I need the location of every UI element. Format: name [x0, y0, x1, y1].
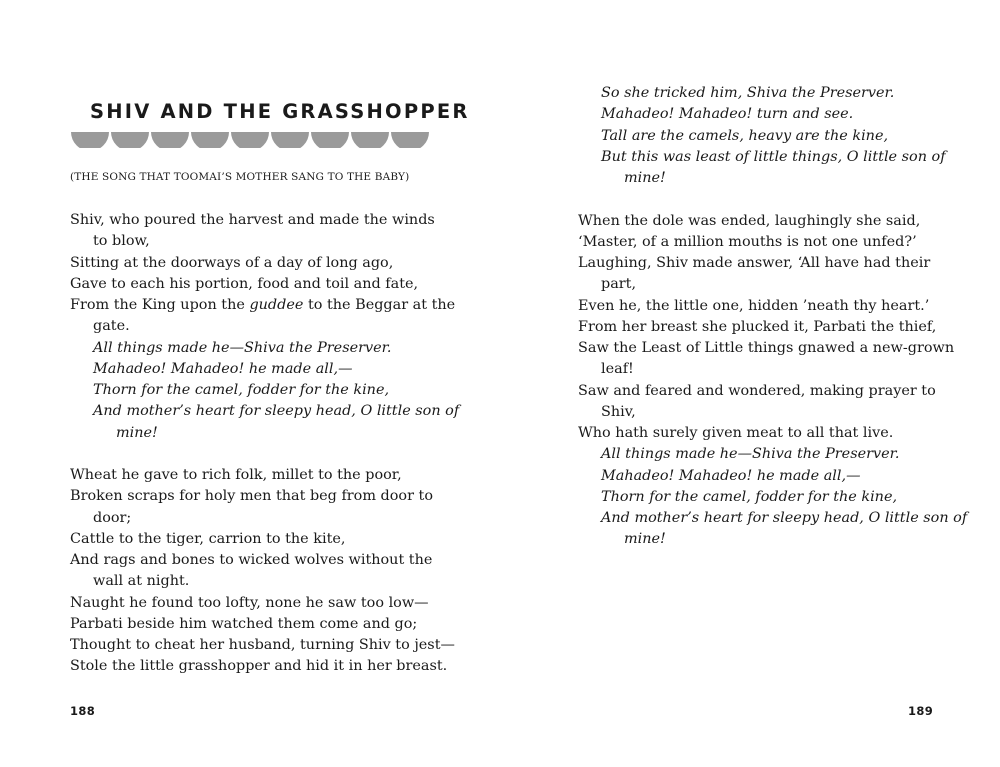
poem-line-text: gate.	[93, 318, 130, 335]
poem-line-text: mine!	[624, 531, 666, 548]
poem-line-text: Cattle to the tiger, carrion to the kite,	[70, 530, 346, 547]
page-number-left: 188	[70, 704, 96, 718]
poem-line	[70, 231, 495, 252]
poem-line-text: to the Beggar at the	[303, 297, 456, 313]
page-number-right: 189	[908, 704, 934, 718]
poem-line	[70, 571, 495, 592]
poem-line	[578, 168, 998, 189]
poem-line-text: Parbati beside him watched them come and go;	[70, 615, 418, 632]
poem-line	[578, 83, 998, 104]
poem-line-text: Who hath surely given meat to all that live.	[578, 425, 894, 441]
stanza-break	[578, 189, 998, 210]
poem-line	[578, 253, 998, 274]
scallop-shape	[311, 132, 349, 148]
poem-line-text: Laughing, Shiv made answer, ‘All have had their	[578, 255, 931, 271]
poem-line-text: Shiv, who poured the harvest and made the winds	[70, 212, 435, 228]
poem-line-text: Saw and feared and wondered, making prayer to	[578, 382, 936, 399]
poem-line-text: Sitting at the doorways of a day of long ago,	[70, 254, 394, 271]
poem-line	[578, 423, 998, 444]
poem-line-text: Saw the Least of Little things gnawed a new-grown	[578, 340, 955, 356]
poem-line	[70, 338, 495, 359]
chapter-title: SHIV AND THE GRASSHOPPER	[90, 100, 470, 123]
poem-line-text: Thorn for the camel, fodder for the kine,	[93, 382, 390, 398]
poem-line-text: door;	[93, 509, 132, 526]
poem-line	[578, 296, 998, 317]
poem-line-text: Thorn for the camel, fodder for the kine,	[601, 488, 898, 505]
poem-line	[578, 381, 998, 402]
poem-line	[70, 316, 495, 337]
scallop-shape	[71, 132, 109, 148]
poem-line	[70, 656, 495, 677]
poem-line	[70, 253, 495, 274]
poem-line	[70, 529, 495, 550]
poem-line	[578, 402, 998, 423]
poem-line-text: But this was least of little things, O little son of	[601, 148, 946, 165]
poem-line-text: And mother’s heart for sleepy head, O little son of	[601, 510, 968, 526]
poem-line	[70, 401, 495, 422]
poem-line-text: Tall are the camels, heavy are the kine,	[601, 127, 889, 144]
poem-text-right	[578, 83, 998, 551]
poem-line-text: to blow,	[93, 233, 150, 250]
scallop-shape	[231, 132, 269, 148]
poem-line	[578, 529, 998, 550]
poem-line-text: Mahadeo! Mahadeo! he made all,—	[93, 360, 353, 377]
poem-line-text: mine!	[116, 424, 158, 441]
poem-line	[578, 338, 998, 359]
poem-line-text: leaf!	[601, 361, 634, 378]
poem-line-text: wall at night.	[93, 573, 190, 590]
poem-line	[70, 635, 495, 656]
poem-line	[70, 465, 495, 486]
poem-line-text: Mahadeo! Mahadeo! he made all,—	[601, 467, 861, 484]
poem-line-text: And rags and bones to wicked wolves without the	[70, 552, 433, 568]
stanza-break	[70, 444, 495, 465]
poem-line-text: Mahadeo! Mahadeo! turn and see.	[601, 106, 854, 123]
poem-line-text: guddee	[249, 297, 304, 313]
poem-line-text: Stole the little grasshopper and hid it in her breast.	[70, 658, 448, 675]
poem-line-text: And mother’s heart for sleepy head, O little son of	[93, 403, 460, 420]
scallop-shape	[351, 132, 389, 148]
right-page	[500, 0, 1000, 767]
poem-line-text: Broken scraps for holy men that beg from door to	[70, 488, 433, 505]
poem-line	[70, 359, 495, 380]
poem-line	[70, 486, 495, 507]
poem-line-text: Gave to each his portion, food and toil and fate,	[70, 275, 419, 292]
poem-line	[70, 423, 495, 444]
poem-line	[578, 359, 998, 380]
poem-line-text: ‘Master, of a million mouths is not one unfed?’	[578, 233, 917, 250]
poem-line	[70, 508, 495, 529]
poem-line	[70, 550, 495, 571]
poem-line	[70, 614, 495, 635]
poem-line	[578, 104, 998, 125]
poem-line-text: Naught he found too lofty, none he saw too low—	[70, 594, 429, 611]
poem-line-text: All things made he—Shiva the Preserver.	[93, 339, 392, 356]
poem-line	[578, 126, 998, 147]
poem-line	[578, 487, 998, 508]
scallop-ornament	[70, 132, 430, 148]
poem-text-left	[70, 210, 495, 678]
poem-line	[578, 211, 998, 232]
poem-line-text: Wheat he gave to rich folk, millet to the poor,	[70, 467, 402, 483]
poem-line	[578, 274, 998, 295]
poem-line-text: Thought to cheat her husband, turning Shiv to jest—	[70, 637, 455, 653]
poem-line	[578, 508, 998, 529]
scallop-shape	[151, 132, 189, 148]
poem-line-text: part,	[601, 276, 637, 293]
poem-line-text: All things made he—Shiva the Preserver.	[601, 446, 900, 463]
poem-line	[70, 274, 495, 295]
scallop-shape	[391, 132, 429, 148]
poem-line	[578, 466, 998, 487]
scallop-shape	[271, 132, 309, 148]
poem-line	[578, 317, 998, 338]
poem-line	[70, 593, 495, 614]
poem-line-text: From her breast she plucked it, Parbati the thief,	[578, 318, 937, 335]
poem-line	[70, 380, 495, 401]
poem-line-text: When the dole was ended, laughingly she said,	[578, 212, 921, 229]
poem-line-text: Even he, the little one, hidden ’neath thy heart.’	[578, 297, 930, 314]
poem-line-text: From the King upon the	[70, 297, 250, 313]
poem-line-text: Shiv,	[601, 403, 636, 420]
poem-line	[70, 295, 495, 316]
poem-line	[578, 444, 998, 465]
chapter-subtitle: (THE SONG THAT TOOMAI’S MOTHER SANG TO THE BABY)	[70, 171, 410, 183]
poem-line	[70, 210, 495, 231]
scallop-shape	[111, 132, 149, 148]
scallop-shape	[191, 132, 229, 148]
poem-line	[578, 232, 998, 253]
poem-line-text: So she tricked him, Shiva the Preserver.	[601, 85, 895, 101]
poem-line-text: mine!	[624, 170, 666, 186]
poem-line	[578, 147, 998, 168]
